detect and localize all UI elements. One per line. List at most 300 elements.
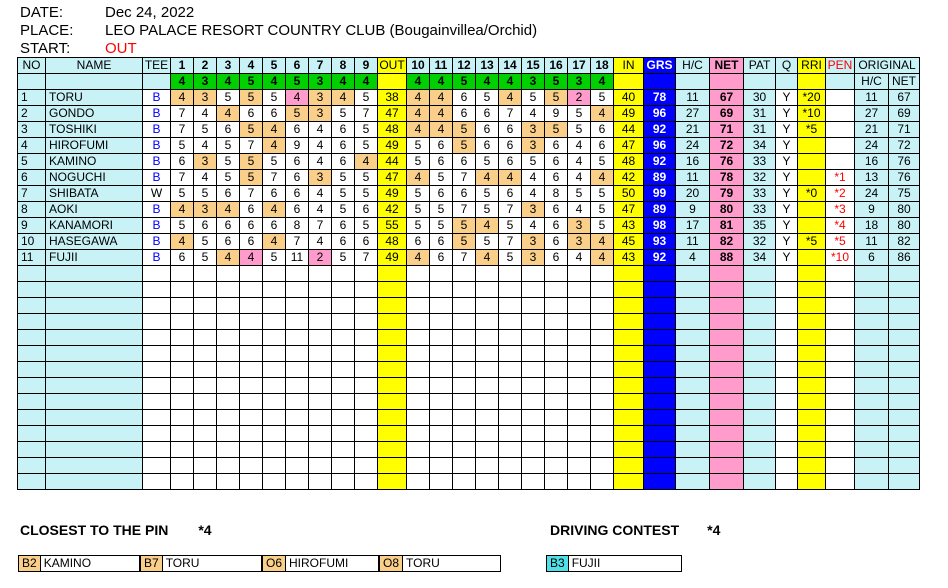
empty-cell <box>240 458 263 474</box>
empty-cell <box>407 298 430 314</box>
hole-score: 6 <box>430 138 453 154</box>
hole-score: 4 <box>522 218 545 234</box>
empty-cell <box>710 266 744 282</box>
player-row <box>18 138 920 154</box>
empty-cell <box>676 314 710 330</box>
empty-cell <box>217 474 240 490</box>
hole-score: 6 <box>591 138 614 154</box>
empty-cell <box>826 314 855 330</box>
hole-score: 5 <box>263 154 286 170</box>
player-grs: 96 <box>644 106 676 122</box>
col-no: NO <box>18 58 46 74</box>
empty-cell <box>240 442 263 458</box>
empty-cell <box>332 410 355 426</box>
empty-cell <box>710 346 744 362</box>
empty-cell <box>776 362 798 378</box>
empty-cell <box>407 474 430 490</box>
empty-row <box>18 426 920 442</box>
empty-cell <box>591 378 614 394</box>
empty-cell <box>499 442 522 458</box>
empty-cell <box>18 298 46 314</box>
hole-score: 5 <box>194 122 217 138</box>
hole-score: 5 <box>171 218 194 234</box>
hole-score: 6 <box>263 218 286 234</box>
player-in: 43 <box>614 218 644 234</box>
empty-cell <box>18 474 46 490</box>
player-no: 6 <box>18 170 46 186</box>
par-cell: 5 <box>240 74 263 90</box>
empty-cell <box>407 346 430 362</box>
empty-cell <box>798 298 826 314</box>
hole-score: 5 <box>286 106 309 122</box>
player-hc: 27 <box>676 106 710 122</box>
player-row <box>18 122 920 138</box>
hole-score: 7 <box>286 234 309 250</box>
player-row <box>18 106 920 122</box>
empty-cell <box>798 458 826 474</box>
empty-cell <box>194 298 217 314</box>
place-label: PLACE: <box>20 22 74 39</box>
empty-cell <box>309 410 332 426</box>
place-value: LEO PALACE RESORT COUNTRY CLUB (Bougainvillea/Orchid) <box>105 22 538 39</box>
empty-cell <box>378 410 407 426</box>
empty-cell <box>614 314 644 330</box>
empty-cell <box>194 378 217 394</box>
empty-cell <box>644 458 676 474</box>
empty-cell <box>499 410 522 426</box>
player-tee: B <box>143 154 171 170</box>
empty-cell <box>240 426 263 442</box>
empty-cell <box>453 426 476 442</box>
par-cell: 5 <box>545 74 568 90</box>
empty-cell <box>240 410 263 426</box>
hole-score: 6 <box>545 170 568 186</box>
empty-cell <box>591 458 614 474</box>
cell <box>744 74 776 90</box>
player-net: 72 <box>710 138 744 154</box>
hole-score: 6 <box>545 154 568 170</box>
hole-score: 5 <box>591 186 614 202</box>
hole-score: 7 <box>171 170 194 186</box>
empty-cell <box>332 282 355 298</box>
empty-cell <box>568 298 591 314</box>
hole-score: 5 <box>430 202 453 218</box>
empty-cell <box>676 298 710 314</box>
player-out: 44 <box>378 154 407 170</box>
empty-cell <box>143 378 171 394</box>
empty-cell <box>798 266 826 282</box>
player-orig-net: 72 <box>889 138 920 154</box>
empty-cell <box>744 330 776 346</box>
player-pen: *3 <box>826 202 855 218</box>
empty-cell <box>309 458 332 474</box>
empty-cell <box>332 362 355 378</box>
player-grs: 92 <box>644 122 676 138</box>
hole-score: 7 <box>453 250 476 266</box>
empty-cell <box>798 378 826 394</box>
player-q: Y <box>776 106 798 122</box>
empty-cell <box>499 298 522 314</box>
empty-cell <box>476 314 499 330</box>
player-rri: *5 <box>798 234 826 250</box>
par-cell: 3 <box>568 74 591 90</box>
empty-cell <box>171 282 194 298</box>
empty-cell <box>263 442 286 458</box>
empty-cell <box>545 282 568 298</box>
player-orig-net: 80 <box>889 218 920 234</box>
player-pen: *10 <box>826 250 855 266</box>
empty-cell <box>776 410 798 426</box>
hole-score: 4 <box>263 234 286 250</box>
empty-cell <box>143 298 171 314</box>
empty-cell <box>676 410 710 426</box>
hole-score: 3 <box>194 154 217 170</box>
hole-score: 6 <box>453 186 476 202</box>
empty-cell <box>522 282 545 298</box>
empty-cell <box>644 474 676 490</box>
empty-cell <box>217 378 240 394</box>
empty-cell <box>378 362 407 378</box>
player-no: 7 <box>18 186 46 202</box>
hole-score: 5 <box>332 202 355 218</box>
hole-score: 5 <box>476 154 499 170</box>
empty-cell <box>545 474 568 490</box>
player-q: Y <box>776 234 798 250</box>
start-label: START: <box>20 40 71 57</box>
empty-cell <box>286 298 309 314</box>
hole-score: 6 <box>355 202 378 218</box>
hole-score: 5 <box>240 122 263 138</box>
empty-cell <box>286 394 309 410</box>
player-q: Y <box>776 170 798 186</box>
empty-cell <box>217 282 240 298</box>
player-name: NOGUCHI <box>46 170 143 186</box>
empty-cell <box>710 378 744 394</box>
par-row <box>18 74 920 90</box>
empty-cell <box>286 266 309 282</box>
hole-score: 7 <box>171 122 194 138</box>
empty-cell <box>309 442 332 458</box>
empty-cell <box>171 378 194 394</box>
col-hole: 14 <box>499 58 522 74</box>
empty-cell <box>407 266 430 282</box>
player-no: 11 <box>18 250 46 266</box>
empty-cell <box>568 362 591 378</box>
empty-cell <box>171 362 194 378</box>
empty-cell <box>217 458 240 474</box>
empty-cell <box>499 282 522 298</box>
player-pen: *4 <box>826 218 855 234</box>
empty-cell <box>676 426 710 442</box>
empty-cell <box>568 458 591 474</box>
hole-score: 4 <box>194 106 217 122</box>
player-net: 67 <box>710 90 744 106</box>
hole-score: 4 <box>522 170 545 186</box>
player-q: Y <box>776 250 798 266</box>
hole-score: 6 <box>499 138 522 154</box>
empty-cell <box>378 346 407 362</box>
empty-cell <box>263 394 286 410</box>
empty-cell <box>46 362 143 378</box>
empty-cell <box>568 314 591 330</box>
col-hole: 9 <box>355 58 378 74</box>
empty-cell <box>644 298 676 314</box>
empty-cell <box>430 298 453 314</box>
empty-cell <box>499 314 522 330</box>
empty-cell <box>46 346 143 362</box>
hole-score: 5 <box>263 90 286 106</box>
empty-cell <box>355 298 378 314</box>
hole-score: 6 <box>430 154 453 170</box>
hole-score: 3 <box>522 202 545 218</box>
empty-cell <box>332 346 355 362</box>
hole-score: 6 <box>332 234 355 250</box>
empty-cell <box>855 394 889 410</box>
hole-score: 5 <box>476 234 499 250</box>
hole-score: 3 <box>309 170 332 186</box>
par-cell: 4 <box>263 74 286 90</box>
empty-cell <box>568 474 591 490</box>
empty-cell <box>889 458 920 474</box>
empty-cell <box>889 330 920 346</box>
empty-cell <box>591 410 614 426</box>
player-rri: *10 <box>798 106 826 122</box>
empty-cell <box>798 362 826 378</box>
empty-cell <box>522 378 545 394</box>
empty-cell <box>194 330 217 346</box>
hole-score: 5 <box>332 170 355 186</box>
player-grs: 96 <box>644 138 676 154</box>
hole-score: 4 <box>407 90 430 106</box>
hole-score: 4 <box>476 250 499 266</box>
empty-cell <box>644 442 676 458</box>
empty-cell <box>46 426 143 442</box>
empty-row <box>18 266 920 282</box>
empty-cell <box>826 362 855 378</box>
hole-score: 6 <box>476 106 499 122</box>
hole-score: 6 <box>499 154 522 170</box>
empty-cell <box>171 394 194 410</box>
empty-cell <box>286 410 309 426</box>
empty-cell <box>407 378 430 394</box>
player-row <box>18 154 920 170</box>
hole-score: 8 <box>286 218 309 234</box>
hole-score: 4 <box>568 202 591 218</box>
player-orig-net: 67 <box>889 90 920 106</box>
empty-row <box>18 442 920 458</box>
hole-score: 5 <box>332 250 355 266</box>
empty-cell <box>644 266 676 282</box>
empty-cell <box>644 362 676 378</box>
player-in: 48 <box>614 154 644 170</box>
empty-cell <box>545 458 568 474</box>
hole-score: 5 <box>355 218 378 234</box>
hole-score: 7 <box>240 138 263 154</box>
empty-cell <box>18 442 46 458</box>
empty-cell <box>332 378 355 394</box>
empty-cell <box>263 362 286 378</box>
empty-cell <box>46 378 143 394</box>
empty-cell <box>217 314 240 330</box>
empty-cell <box>826 298 855 314</box>
hole-score: 4 <box>332 90 355 106</box>
empty-cell <box>476 266 499 282</box>
player-pat: 33 <box>744 154 776 170</box>
empty-cell <box>776 266 798 282</box>
hole-score: 5 <box>407 154 430 170</box>
hole-score: 5 <box>194 234 217 250</box>
col-hc: H/C <box>676 58 710 74</box>
hole-score: 4 <box>476 218 499 234</box>
empty-cell <box>309 314 332 330</box>
player-hc: 4 <box>676 250 710 266</box>
empty-cell <box>194 362 217 378</box>
empty-cell <box>676 362 710 378</box>
empty-cell <box>18 426 46 442</box>
player-out: 47 <box>378 170 407 186</box>
empty-cell <box>430 442 453 458</box>
empty-cell <box>18 378 46 394</box>
empty-cell <box>430 314 453 330</box>
empty-cell <box>591 298 614 314</box>
empty-cell <box>744 282 776 298</box>
col-hole: 13 <box>476 58 499 74</box>
player-name: TORU <box>46 90 143 106</box>
empty-cell <box>545 266 568 282</box>
empty-cell <box>453 346 476 362</box>
empty-row <box>18 282 920 298</box>
hole-score: 5 <box>545 90 568 106</box>
closest-count: *4 <box>198 522 212 538</box>
empty-cell <box>644 330 676 346</box>
par-cell: 4 <box>332 74 355 90</box>
empty-cell <box>614 298 644 314</box>
empty-cell <box>798 442 826 458</box>
hole-score: 5 <box>522 90 545 106</box>
empty-cell <box>309 298 332 314</box>
player-tee: B <box>143 202 171 218</box>
empty-cell <box>855 298 889 314</box>
hole-score: 3 <box>194 202 217 218</box>
empty-cell <box>332 458 355 474</box>
empty-cell <box>143 426 171 442</box>
hole-score: 2 <box>568 90 591 106</box>
empty-cell <box>855 426 889 442</box>
hole-score: 6 <box>171 250 194 266</box>
empty-cell <box>378 298 407 314</box>
empty-cell <box>355 394 378 410</box>
player-pen: *1 <box>826 170 855 186</box>
hole-score: 4 <box>568 154 591 170</box>
empty-cell <box>744 266 776 282</box>
hole-score: 5 <box>499 218 522 234</box>
col-rri: RRI <box>798 58 826 74</box>
hole-score: 11 <box>286 250 309 266</box>
empty-cell <box>568 426 591 442</box>
hole-score: 6 <box>332 154 355 170</box>
empty-cell <box>591 314 614 330</box>
empty-cell <box>194 442 217 458</box>
empty-cell <box>776 442 798 458</box>
empty-cell <box>710 314 744 330</box>
empty-cell <box>889 394 920 410</box>
player-orig-hc: 24 <box>855 138 889 154</box>
empty-cell <box>614 474 644 490</box>
empty-cell <box>499 378 522 394</box>
col-hole: 10 <box>407 58 430 74</box>
cell <box>614 74 644 90</box>
empty-cell <box>545 442 568 458</box>
player-no: 10 <box>18 234 46 250</box>
hole-score: 6 <box>499 122 522 138</box>
empty-cell <box>286 346 309 362</box>
hole-score: 3 <box>194 90 217 106</box>
hole-score: 4 <box>407 170 430 186</box>
empty-cell <box>453 314 476 330</box>
empty-cell <box>798 426 826 442</box>
hole-score: 6 <box>286 186 309 202</box>
player-grs: 93 <box>644 234 676 250</box>
col-hole: 17 <box>568 58 591 74</box>
empty-cell <box>286 362 309 378</box>
player-grs: 78 <box>644 90 676 106</box>
empty-cell <box>143 410 171 426</box>
empty-cell <box>710 458 744 474</box>
empty-cell <box>18 330 46 346</box>
hole-score: 5 <box>240 170 263 186</box>
hole-score: 6 <box>286 122 309 138</box>
player-tee: W <box>143 186 171 202</box>
empty-cell <box>194 394 217 410</box>
empty-cell <box>143 442 171 458</box>
cell <box>826 74 855 90</box>
col-hole: 15 <box>522 58 545 74</box>
hole-score: 7 <box>453 170 476 186</box>
empty-cell <box>826 474 855 490</box>
empty-cell <box>263 266 286 282</box>
player-tee: B <box>143 90 171 106</box>
cell <box>46 74 143 90</box>
empty-cell <box>776 378 798 394</box>
empty-cell <box>855 330 889 346</box>
player-grs: 99 <box>644 186 676 202</box>
date-value: Dec 24, 2022 <box>105 4 195 21</box>
hole-score: 8 <box>545 186 568 202</box>
hole-score: 5 <box>217 90 240 106</box>
empty-cell <box>568 442 591 458</box>
empty-cell <box>826 426 855 442</box>
empty-cell <box>614 394 644 410</box>
col-in: IN <box>614 58 644 74</box>
empty-cell <box>407 330 430 346</box>
empty-cell <box>499 458 522 474</box>
empty-cell <box>18 282 46 298</box>
player-q: Y <box>776 186 798 202</box>
empty-cell <box>217 346 240 362</box>
hole-score: 5 <box>476 90 499 106</box>
hole-score: 5 <box>263 250 286 266</box>
empty-row <box>18 474 920 490</box>
hole-score: 4 <box>591 250 614 266</box>
player-q: Y <box>776 202 798 218</box>
empty-cell <box>240 346 263 362</box>
hole-score: 4 <box>499 90 522 106</box>
hole-score: 5 <box>591 218 614 234</box>
player-row <box>18 186 920 202</box>
hole-score: 3 <box>522 138 545 154</box>
hole-score: 4 <box>309 154 332 170</box>
col-hole: 8 <box>332 58 355 74</box>
